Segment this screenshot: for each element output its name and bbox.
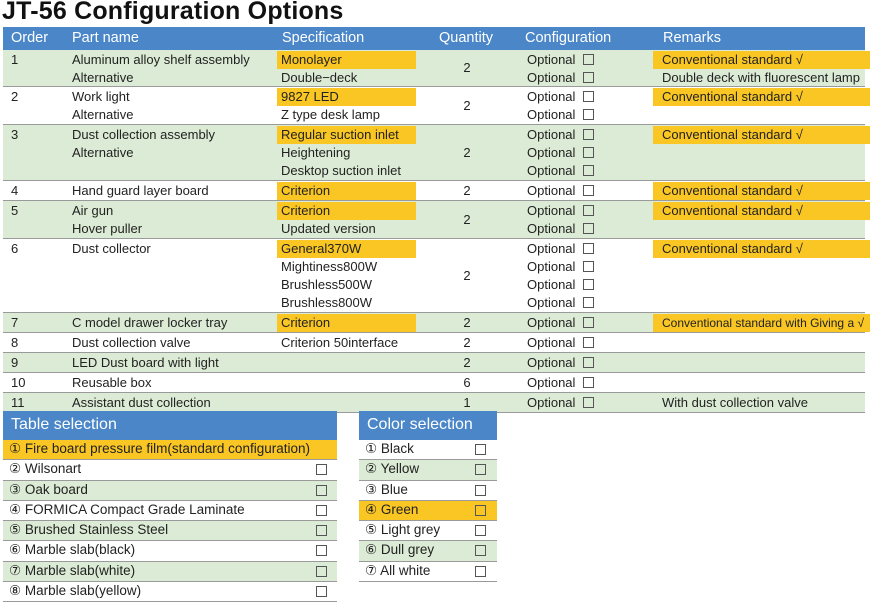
table-row (3, 393, 865, 413)
checkbox-icon[interactable] (475, 566, 486, 577)
color-selection-option[interactable] (359, 481, 497, 501)
quantity-cell: 6 (463, 374, 471, 390)
checkbox-icon[interactable] (316, 485, 327, 496)
checkbox-icon[interactable] (583, 337, 594, 348)
configuration-option[interactable] (527, 144, 594, 162)
optional-label: Optional (527, 354, 576, 370)
order-cell: 2 (11, 89, 19, 104)
specification-cell: Mightiness800W (281, 258, 378, 274)
specification-cell: General370W (277, 240, 416, 258)
table-row (3, 50, 865, 87)
optional-label: Optional (527, 220, 576, 236)
optional-label: Optional (527, 374, 576, 390)
table-selection-option[interactable] (3, 562, 337, 582)
header-configuration: Configuration (525, 30, 612, 46)
color-selection-option[interactable] (359, 440, 497, 460)
part-name-cell: Dust collection valve (72, 335, 191, 350)
specification-cell: Z type desk lamp (281, 106, 380, 122)
color-selection-panel (359, 411, 497, 582)
optional-label: Optional (527, 202, 576, 218)
quantity-cell: 2 (463, 97, 471, 113)
order-cell: 4 (11, 183, 19, 198)
table-selection-title: Table selection (11, 416, 117, 433)
order-cell: 7 (11, 315, 19, 330)
color-selection-option-label: ③ Blue (365, 481, 408, 497)
color-selection-option-label: ⑥ Dull grey (365, 542, 435, 558)
part-name-cell: Reusable box (72, 375, 152, 390)
configuration-option[interactable] (527, 276, 594, 294)
table-selection-option[interactable] (3, 541, 337, 561)
part-name-cell: Hover puller (72, 221, 143, 236)
order-cell: 8 (11, 335, 19, 350)
header-order: Order (11, 30, 49, 46)
color-selection-option[interactable] (359, 562, 497, 582)
color-selection-option[interactable] (359, 501, 497, 521)
color-selection-option[interactable] (359, 541, 497, 561)
checkbox-icon[interactable] (583, 261, 594, 272)
checkbox-icon[interactable] (475, 464, 486, 475)
part-name-cell: Alternative (72, 107, 134, 122)
optional-label: Optional (527, 276, 576, 292)
color-selection-option-label: ④ Green (365, 501, 419, 517)
optional-label: Optional (527, 106, 576, 122)
quantity-cell: 2 (463, 267, 471, 283)
table-selection-header (3, 411, 337, 440)
checkbox-icon[interactable] (475, 545, 486, 556)
specification-cell: 9827 LED (277, 88, 416, 106)
header-quantity: Quantity (439, 30, 493, 46)
color-selection-option-label: ② Yellow (365, 461, 420, 477)
part-name-cell: Aluminum alloy shelf assembly (72, 52, 250, 67)
checkbox-icon[interactable] (316, 505, 327, 516)
configuration-table (3, 27, 865, 413)
color-selection-title: Color selection (367, 416, 473, 433)
specification-cell: Brushless800W (281, 294, 373, 310)
part-name-cell: Alternative (72, 70, 134, 85)
checkbox-icon[interactable] (583, 91, 594, 102)
specification-cell: Criterion (277, 314, 416, 332)
table-row (3, 201, 865, 239)
order-cell: 5 (11, 203, 19, 218)
table-row (3, 125, 865, 181)
optional-label: Optional (527, 258, 576, 274)
order-cell: 1 (11, 52, 19, 67)
table-selection-option[interactable] (3, 460, 337, 480)
table-selection-option-label: ③ Oak board (9, 481, 88, 497)
table-row (3, 333, 865, 353)
configuration-option[interactable] (527, 294, 594, 312)
checkbox-icon[interactable] (475, 505, 486, 516)
remarks-cell: With dust collection valve (662, 394, 808, 410)
color-selection-option-label: ① Black (365, 441, 414, 456)
checkbox-icon[interactable] (583, 317, 594, 328)
table-body (3, 50, 865, 413)
table-selection-list (3, 440, 337, 602)
checkbox-icon[interactable] (316, 545, 327, 556)
table-selection-option[interactable] (3, 481, 337, 501)
checkbox-icon[interactable] (583, 185, 594, 196)
optional-label: Optional (527, 334, 576, 350)
table-selection-option[interactable] (3, 440, 337, 460)
table-selection-option-label: ④ FORMICA Compact Grade Laminate (9, 501, 245, 517)
remarks-cell: Conventional standard √ (653, 240, 870, 258)
color-selection-header (359, 411, 497, 440)
table-row (3, 313, 865, 333)
table-row (3, 87, 865, 125)
configuration-option[interactable] (527, 106, 594, 124)
checkbox-icon[interactable] (583, 129, 594, 140)
table-selection-panel (3, 411, 337, 602)
optional-label: Optional (527, 240, 576, 256)
configuration-option[interactable] (527, 182, 594, 200)
specification-cell: Double−deck (281, 69, 358, 85)
checkbox-icon[interactable] (583, 72, 594, 83)
checkbox-icon[interactable] (316, 586, 327, 597)
color-selection-option-label: ⑤ Light grey (365, 522, 441, 538)
table-selection-option[interactable] (3, 582, 337, 602)
remarks-cell: Conventional standard √ (653, 202, 870, 220)
quantity-cell: 2 (463, 354, 471, 370)
optional-label: Optional (527, 126, 576, 142)
table-row (3, 239, 865, 313)
checkbox-icon[interactable] (475, 444, 486, 455)
checkbox-icon[interactable] (583, 147, 594, 158)
specification-cell: Brushless500W (281, 276, 373, 292)
checkbox-icon[interactable] (583, 205, 594, 216)
quantity-cell: 2 (463, 182, 471, 198)
checkbox-icon[interactable] (583, 357, 594, 368)
page-title: JT-56 Configuration Options (2, 0, 344, 25)
checkbox-icon[interactable] (316, 525, 327, 536)
part-name-cell: Alternative (72, 145, 134, 160)
optional-label: Optional (527, 144, 576, 160)
configuration-option[interactable] (527, 374, 594, 392)
quantity-cell: 2 (463, 144, 471, 160)
part-name-cell: C model drawer locker tray (72, 315, 228, 330)
quantity-cell: 2 (463, 211, 471, 227)
configuration-option[interactable] (527, 69, 594, 87)
checkbox-icon[interactable] (583, 279, 594, 290)
configuration-option[interactable] (527, 240, 594, 258)
header-part-name: Part name (72, 30, 139, 46)
part-name-cell: LED Dust board with light (72, 355, 219, 370)
checkbox-icon[interactable] (583, 165, 594, 176)
configuration-option[interactable] (527, 314, 594, 332)
specification-cell: Updated version (281, 220, 376, 236)
specification-cell: Desktop suction inlet (281, 162, 401, 178)
checkbox-icon[interactable] (583, 397, 594, 408)
quantity-cell: 1 (463, 394, 471, 410)
part-name-cell: Dust collection assembly (72, 127, 216, 142)
remarks-cell: Conventional standard √ (653, 88, 870, 106)
remarks-cell: Double deck with fluorescent lamp (662, 69, 860, 85)
optional-label: Optional (527, 162, 576, 178)
remarks-cell: Conventional standard √ (653, 182, 870, 200)
configuration-option[interactable] (527, 334, 594, 352)
order-cell: 11 (11, 395, 25, 410)
order-cell: 9 (11, 355, 19, 370)
optional-label: Optional (527, 394, 576, 410)
part-name-cell: Work light (72, 89, 130, 104)
configuration-option[interactable] (527, 202, 594, 220)
color-selection-option[interactable] (359, 521, 497, 541)
specification-cell: Regular suction inlet (277, 126, 416, 144)
checkbox-icon[interactable] (583, 109, 594, 120)
header-specification: Specification (282, 30, 365, 46)
configuration-option[interactable] (527, 51, 594, 69)
part-name-cell: Air gun (72, 203, 114, 218)
specification-cell: Heightening (281, 144, 351, 160)
table-row (3, 353, 865, 373)
table-selection-option[interactable] (3, 521, 337, 541)
optional-label: Optional (527, 69, 576, 85)
optional-label: Optional (527, 88, 576, 104)
configuration-option[interactable] (527, 394, 594, 412)
part-name-cell: Hand guard layer board (72, 183, 209, 198)
checkbox-icon[interactable] (583, 377, 594, 388)
order-cell: 6 (11, 241, 19, 256)
checkbox-icon[interactable] (583, 297, 594, 308)
table-selection-option-label: ⑥ Marble slab(black) (9, 542, 136, 558)
configuration-option[interactable] (527, 162, 594, 180)
color-selection-list (359, 440, 497, 582)
specification-cell: Criterion 50interface (281, 334, 399, 350)
remarks-cell: Conventional standard √ (653, 51, 870, 69)
optional-label: Optional (527, 182, 576, 198)
color-selection-option-label: ⑦ All white (365, 562, 431, 578)
order-cell: 3 (11, 127, 19, 142)
table-selection-option-label: ⑦ Marble slab(white) (9, 562, 136, 578)
configuration-option[interactable] (527, 126, 594, 144)
configuration-option[interactable] (527, 354, 594, 372)
specification-cell: Monolayer (277, 51, 416, 69)
checkbox-icon[interactable] (583, 223, 594, 234)
table-selection-option[interactable] (3, 501, 337, 521)
table-selection-option-label: ⑤ Brushed Stainless Steel (9, 522, 169, 538)
optional-label: Optional (527, 314, 576, 330)
header-remarks: Remarks (663, 30, 722, 46)
checkbox-icon[interactable] (583, 54, 594, 65)
part-name-cell: Dust collector (72, 241, 151, 256)
checkbox-icon[interactable] (583, 243, 594, 254)
specification-cell: Criterion (277, 202, 416, 220)
configuration-option[interactable] (527, 258, 594, 276)
table-row (3, 181, 865, 201)
part-name-cell: Assistant dust collection (72, 395, 211, 410)
checkbox-icon[interactable] (475, 525, 486, 536)
remarks-cell: Conventional standard with Giving a √ (653, 314, 870, 332)
quantity-cell: 2 (463, 314, 471, 330)
quantity-cell: 2 (463, 60, 471, 75)
table-row (3, 373, 865, 393)
quantity-cell: 2 (463, 334, 471, 350)
optional-label: Optional (527, 294, 576, 310)
configuration-option[interactable] (527, 220, 594, 238)
configuration-option[interactable] (527, 88, 594, 106)
table-selection-option-label: ① Fire board pressure film(standard configuration) (9, 441, 310, 456)
checkbox-icon[interactable] (316, 566, 327, 577)
color-selection-option[interactable] (359, 460, 497, 480)
checkbox-icon[interactable] (475, 485, 486, 496)
table-header (3, 27, 865, 50)
order-cell: 10 (11, 375, 26, 390)
checkbox-icon[interactable] (316, 464, 327, 475)
remarks-cell: Conventional standard √ (653, 126, 870, 144)
table-selection-option-label: ② Wilsonart (9, 461, 82, 477)
optional-label: Optional (527, 51, 576, 67)
specification-cell: Criterion (277, 182, 416, 200)
table-selection-option-label: ⑧ Marble slab(yellow) (9, 583, 142, 599)
